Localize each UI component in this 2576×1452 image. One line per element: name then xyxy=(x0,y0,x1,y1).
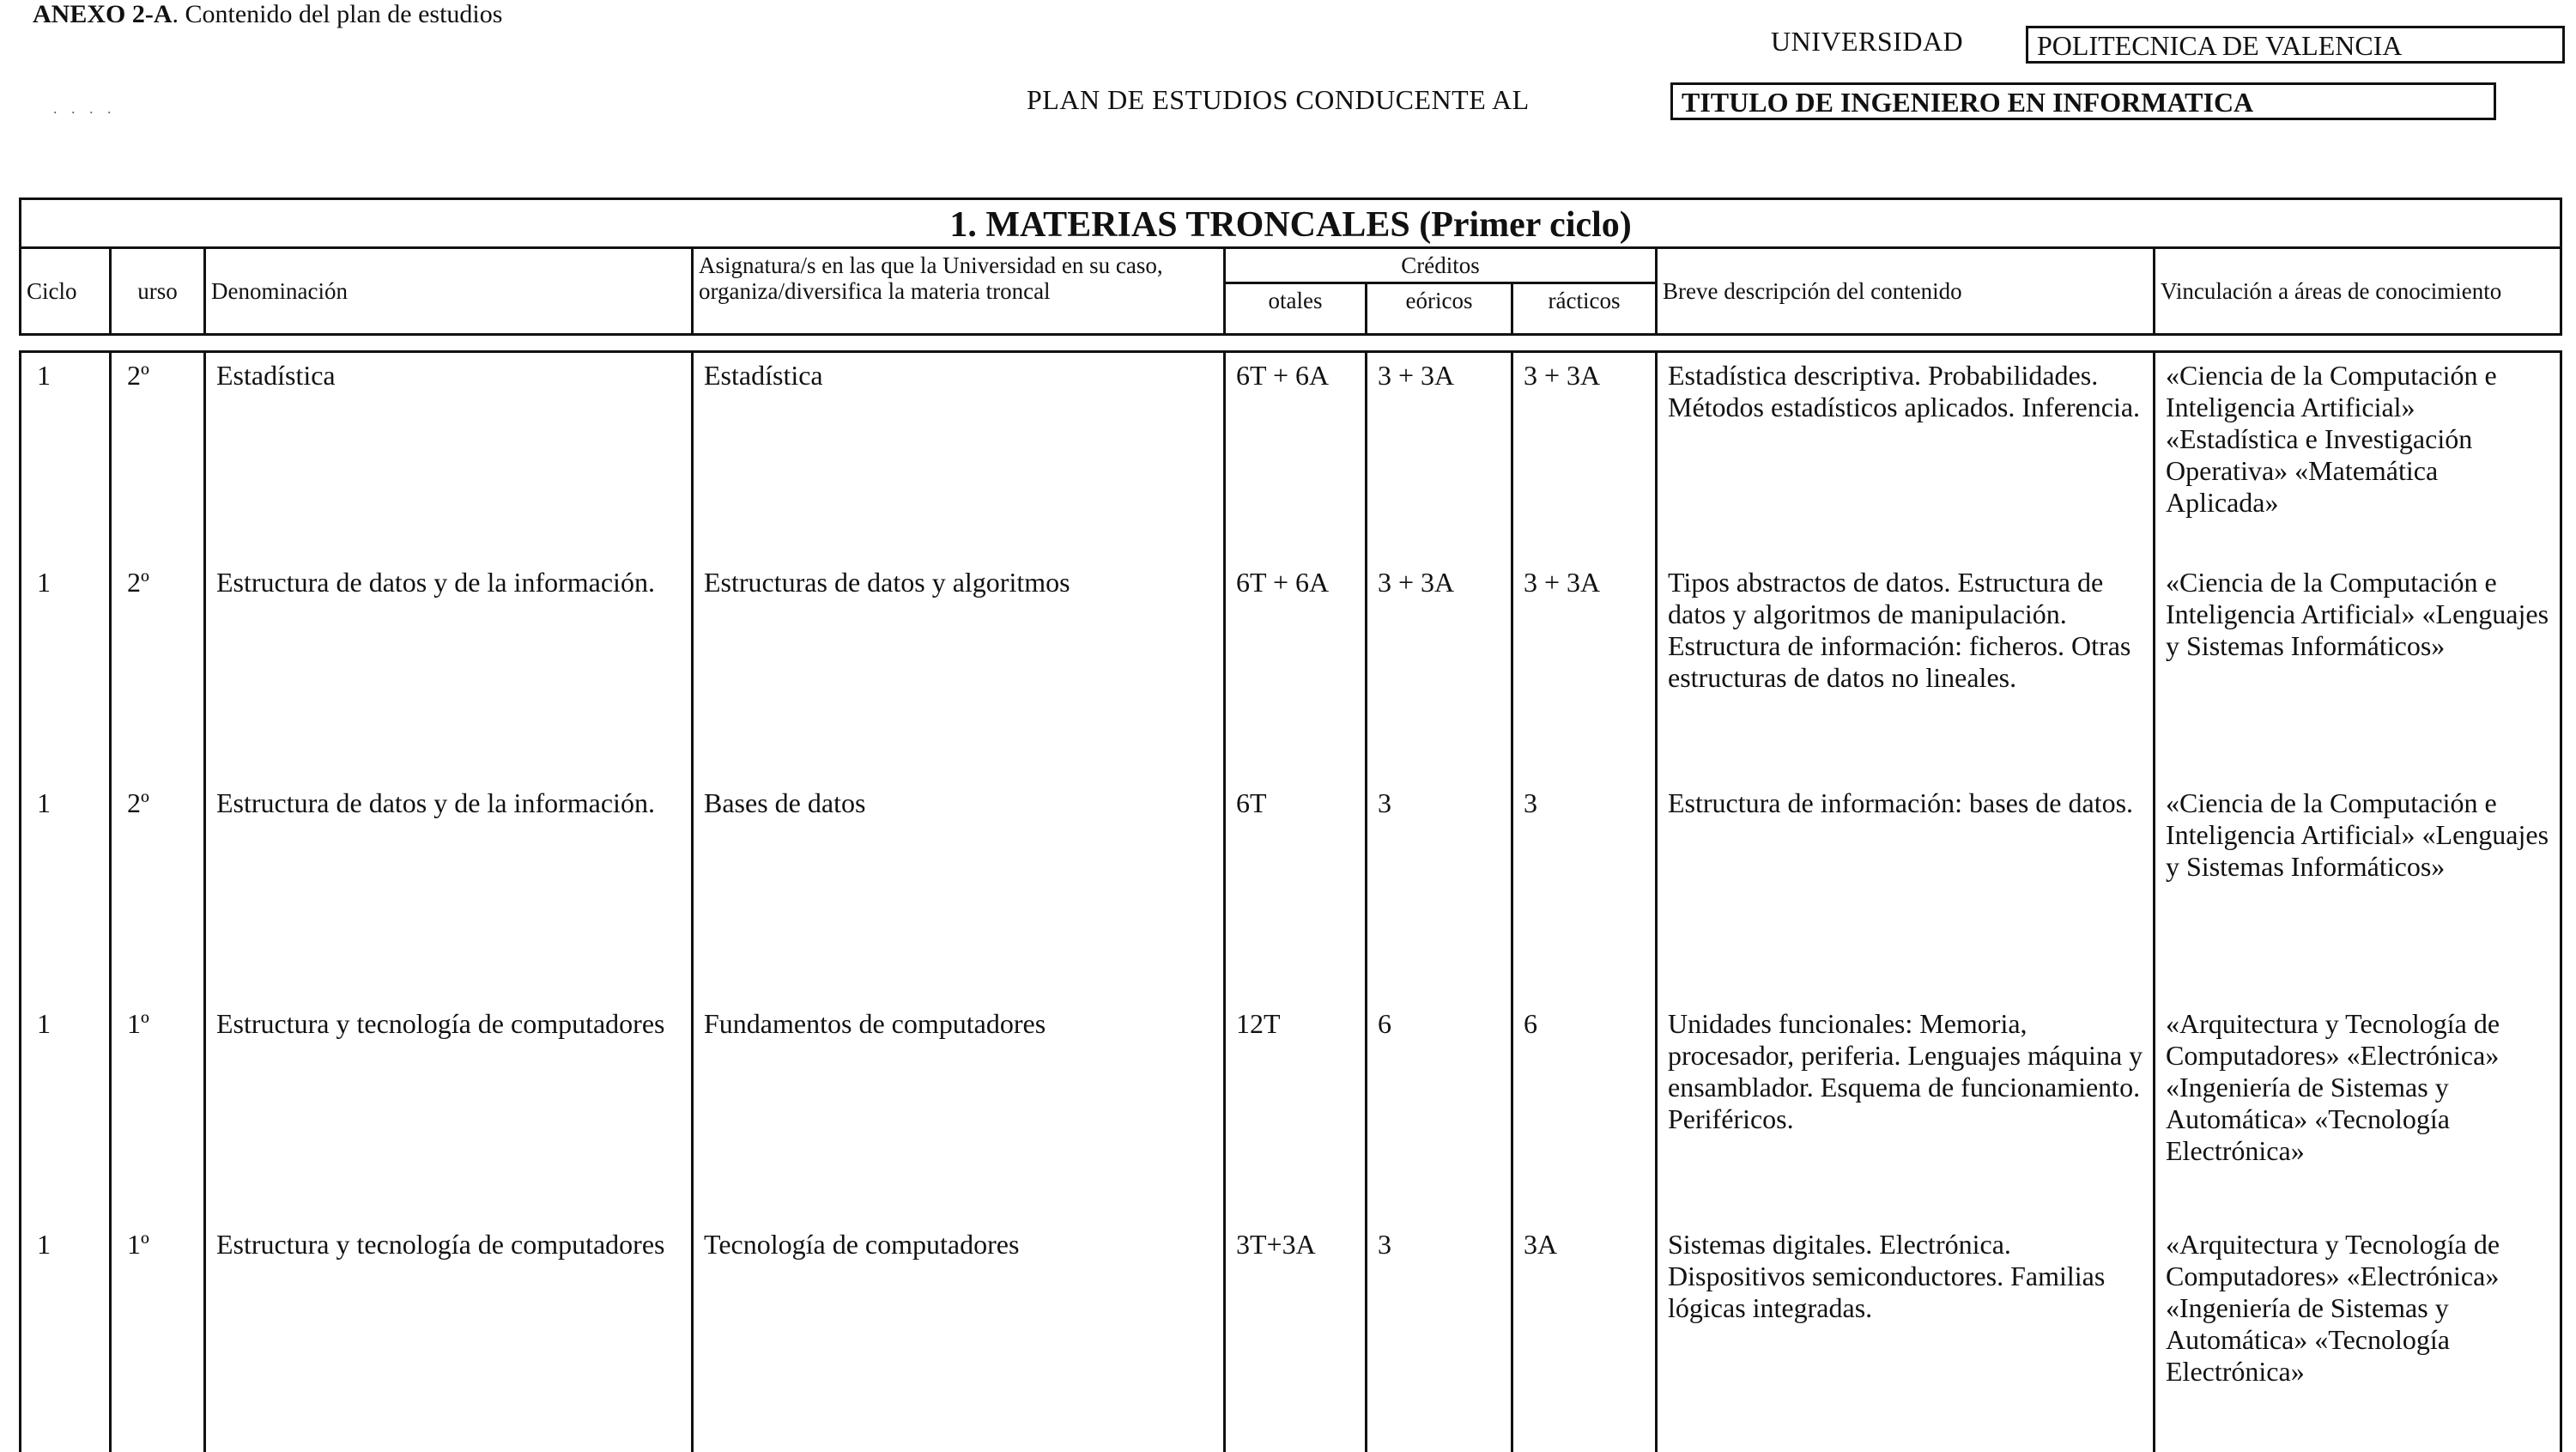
stray-marks: . . . . xyxy=(53,100,117,117)
annex-subtitle: . Contenido del plan de estudios xyxy=(172,0,503,28)
cell-denominacion: Estructura de datos y de la información. xyxy=(205,567,693,787)
cell-totales: 12T xyxy=(1225,1008,1367,1229)
col-header-curso: urso xyxy=(111,248,205,335)
cell-vinculacion: «Ciencia de la Computación e Inteligencia Artificial» «Estadística e Investigación Operativa» «Matemática Aplicada» xyxy=(2155,352,2561,567)
cell-ciclo: 1 xyxy=(21,1229,111,1452)
header-table xyxy=(19,197,2562,336)
cell-curso: 2º xyxy=(111,787,205,1008)
cell-practicos: 3 xyxy=(1512,787,1657,1008)
table-title: 1. MATERIAS TRONCALES (Primer ciclo) xyxy=(21,199,2561,248)
cell-vinculacion: «Ciencia de la Computación e Inteligencia Artificial» «Lenguajes y Sistemas Informáticos» xyxy=(2155,787,2561,1008)
cell-totales: 6T xyxy=(1225,787,1367,1008)
cell-vinculacion: «Arquitectura y Tecnología de Computadores» «Electrónica» «Ingeniería de Sistemas y Automática» «Tecnología Electrónica» xyxy=(2155,1008,2561,1229)
cell-descripcion: Estadística descriptiva. Probabilidades. Métodos estadísticos aplicados. Inferencia. xyxy=(1657,352,2155,567)
cell-denominacion: Estadística xyxy=(205,352,693,567)
cell-ciclo: 1 xyxy=(21,567,111,787)
cell-practicos: 3 + 3A xyxy=(1512,567,1657,787)
table-row xyxy=(21,1008,2561,1229)
cell-practicos: 6 xyxy=(1512,1008,1657,1229)
cell-denominacion: Estructura de datos y de la información. xyxy=(205,787,693,1008)
table-row xyxy=(21,787,2561,1008)
plan-label: PLAN DE ESTUDIOS CONDUCENTE AL xyxy=(1027,84,1530,115)
col-header-creditos: Créditos xyxy=(1225,248,1657,283)
cell-denominacion: Estructura y tecnología de computadores xyxy=(205,1229,693,1452)
table-row xyxy=(21,567,2561,787)
cell-teoricos: 3 + 3A xyxy=(1367,567,1512,787)
col-header-asignatura: Asignatura/s en las que la Universidad en su caso, organiza/diversifica la materia troncal xyxy=(693,248,1225,335)
cell-descripcion: Estructura de información: bases de datos. xyxy=(1657,787,2155,1008)
cell-teoricos: 3 xyxy=(1367,787,1512,1008)
cell-curso: 2º xyxy=(111,567,205,787)
cell-totales: 6T + 6A xyxy=(1225,567,1367,787)
cell-asignatura: Estructuras de datos y algoritmos xyxy=(693,567,1225,787)
cell-asignatura: Bases de datos xyxy=(693,787,1225,1008)
cell-descripcion: Sistemas digitales. Electrónica. Dispositivos semiconductores. Familias lógicas integradas. xyxy=(1657,1229,2155,1452)
cell-teoricos: 3 xyxy=(1367,1229,1512,1452)
cell-ciclo: 1 xyxy=(21,787,111,1008)
subjects-table xyxy=(19,350,2562,1452)
annex-title xyxy=(33,0,502,29)
cell-totales: 3T+3A xyxy=(1225,1229,1367,1452)
cell-practicos: 3A xyxy=(1512,1229,1657,1452)
cell-descripcion: Tipos abstractos de datos. Estructura de datos y algoritmos de manipulación. Estructura de información: ficheros. Otras estructuras de datos no lineales. xyxy=(1657,567,2155,787)
cell-asignatura: Tecnología de computadores xyxy=(693,1229,1225,1452)
cell-curso: 2º xyxy=(111,352,205,567)
cell-teoricos: 6 xyxy=(1367,1008,1512,1229)
cell-asignatura: Estadística xyxy=(693,352,1225,567)
cell-asignatura: Fundamentos de computadores xyxy=(693,1008,1225,1229)
cell-teoricos: 3 + 3A xyxy=(1367,352,1512,567)
cell-ciclo: 1 xyxy=(21,1008,111,1229)
col-header-ciclo: Ciclo xyxy=(21,248,111,335)
cell-practicos: 3 + 3A xyxy=(1512,352,1657,567)
col-header-practicos: rácticos xyxy=(1512,283,1657,335)
university-value: POLITECNICA DE VALENCIA xyxy=(2026,26,2565,64)
col-header-denominacion: Denominación xyxy=(205,248,693,335)
col-header-totales: otales xyxy=(1225,283,1367,335)
cell-totales: 6T + 6A xyxy=(1225,352,1367,567)
plan-value: TITULO DE INGENIERO EN INFORMATICA xyxy=(1670,82,2496,120)
cell-denominacion: Estructura y tecnología de computadores xyxy=(205,1008,693,1229)
cell-ciclo: 1 xyxy=(21,352,111,567)
cell-vinculacion: «Ciencia de la Computación e Inteligencia Artificial» «Lenguajes y Sistemas Informáticos» xyxy=(2155,567,2561,787)
annex-label: ANEXO 2-A xyxy=(33,0,173,28)
col-header-descripcion: Breve descripción del contenido xyxy=(1657,248,2155,335)
cell-curso: 1º xyxy=(111,1229,205,1452)
table-row xyxy=(21,1229,2561,1452)
table-row xyxy=(21,352,2561,567)
cell-vinculacion: «Arquitectura y Tecnología de Computadores» «Electrónica» «Ingeniería de Sistemas y Automática» «Tecnología Electrónica» xyxy=(2155,1229,2561,1452)
cell-curso: 1º xyxy=(111,1008,205,1229)
cell-descripcion: Unidades funcionales: Memoria, procesador, periferia. Lenguajes máquina y ensamblador. Esquema de funcionamiento. Periféricos. xyxy=(1657,1008,2155,1229)
col-header-vinculacion: Vinculación a áreas de conocimiento xyxy=(2155,248,2561,335)
col-header-teoricos: eóricos xyxy=(1367,283,1512,335)
university-label: UNIVERSIDAD xyxy=(1771,26,1964,57)
